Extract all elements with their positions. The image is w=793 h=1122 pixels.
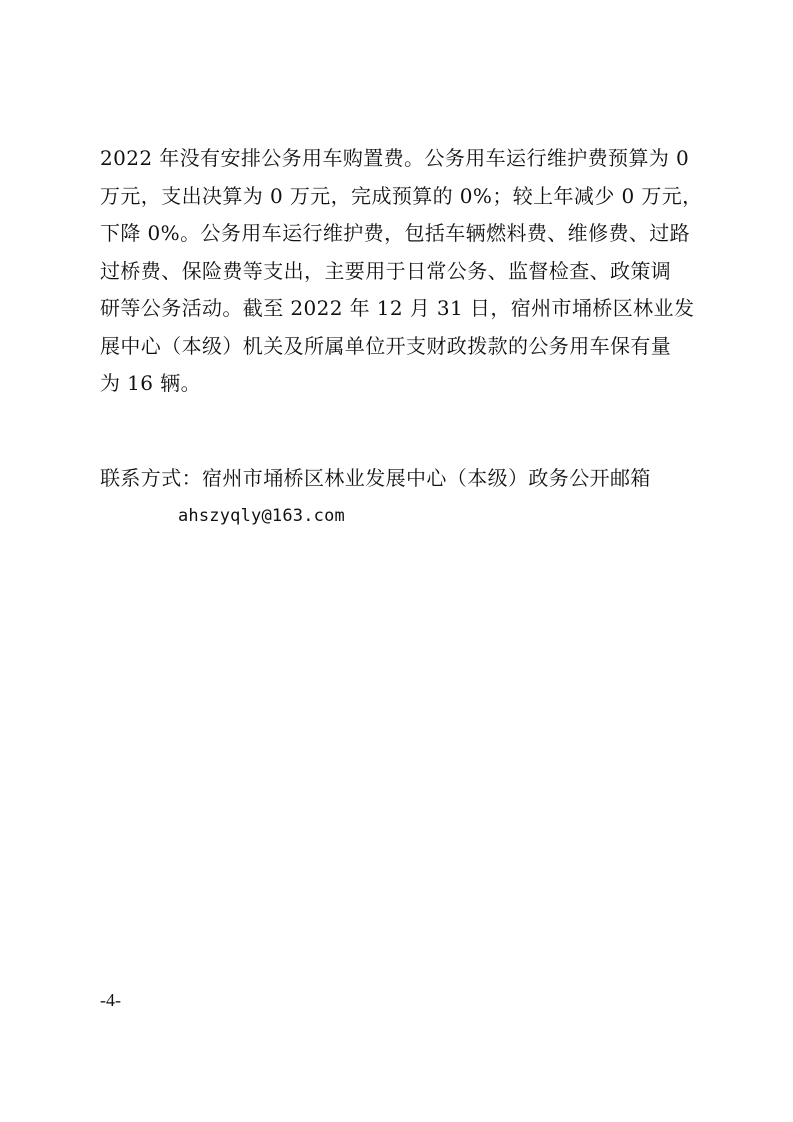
body-line: 下降 0%。公务用车运行维护费，包括车辆燃料费、维修费、过路 <box>100 221 691 245</box>
body-line: 为 16 辆。 <box>100 371 201 395</box>
contact-label: 联系方式：宿州市埇桥区林业发展中心（本级）政务公开邮箱 <box>100 466 651 490</box>
body-line: 展中心（本级）机关及所属单位开支财政拨款的公务用车保有量 <box>100 333 672 358</box>
body-line: 万元，支出决算为 0 万元，完成预算的 0%；较上年减少 0 万元， <box>100 183 703 208</box>
page-number: -4- <box>100 990 121 1010</box>
body-paragraph <box>100 140 703 403</box>
body-line: 过桥费、保险费等支出，主要用于日常公务、监督检查、政策调 <box>100 258 672 283</box>
body-line: 研等公务活动。截至 2022 年 12 月 31 日，宿州市埇桥区林业发 <box>100 296 695 320</box>
contact-email: ahszyqly@163.com <box>178 505 345 526</box>
contact-block <box>100 460 700 535</box>
body-line: 2022 年没有安排公务用车购置费。公务用车运行维护费预算为 0 <box>100 146 690 170</box>
